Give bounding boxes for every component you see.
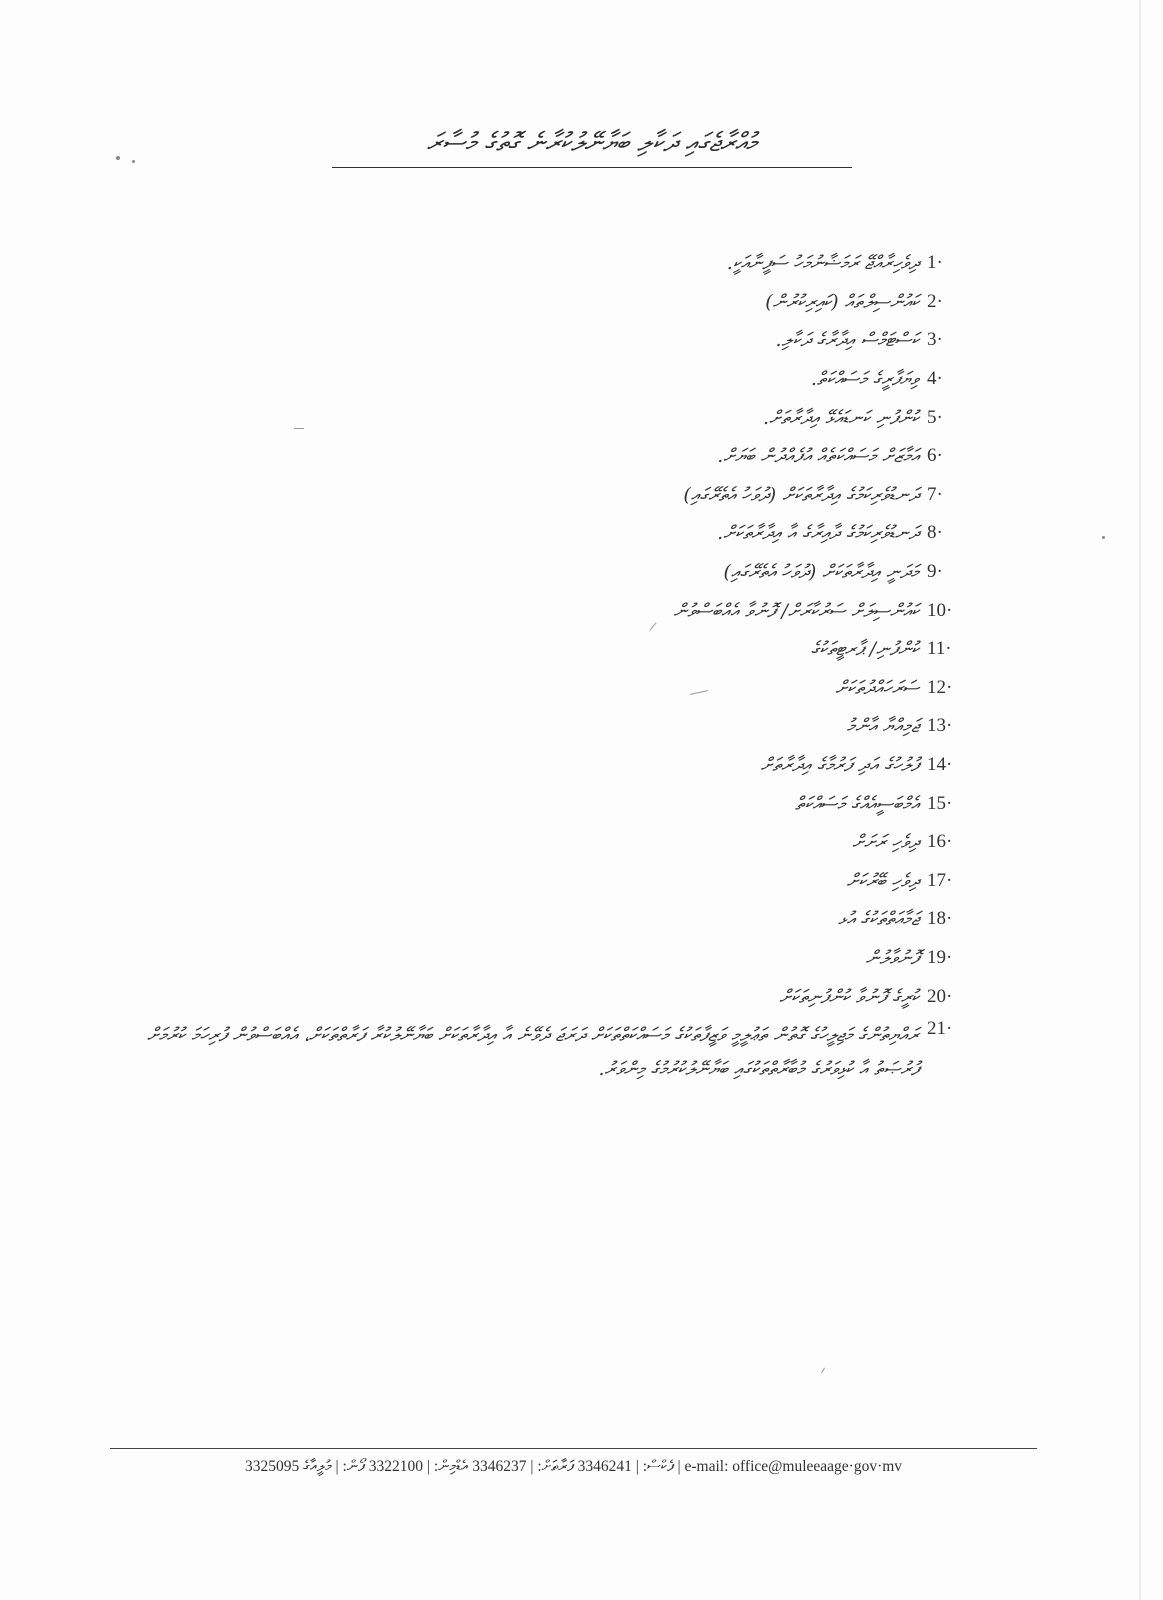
list-item <box>163 900 963 939</box>
footer-separator: | <box>631 1458 639 1475</box>
list-item <box>163 321 963 360</box>
list-item-number: 12· <box>927 676 953 698</box>
scan-speck <box>132 160 135 163</box>
list-item-number: 5· <box>927 406 943 428</box>
list-item-number: 20· <box>927 985 953 1007</box>
list-item <box>113 1018 963 1086</box>
list-item-text: ވިޔަފާރީގެ މަސައްކަތް. <box>810 368 919 391</box>
scan-speck <box>116 156 120 160</box>
list-item-number: 17· <box>927 869 953 891</box>
list-item-number: 6· <box>927 445 943 467</box>
list-item-number: 8· <box>927 522 943 544</box>
list-item-text: މަދަނީ އިދާރާތަކަށް (ދުވަހު އެތެރޭގައި) <box>723 561 919 584</box>
list-item-text: ކުންފުނި ކަނޑައެޅޭ އިދާރާތަށް. <box>762 406 919 429</box>
document-title: މުއްރާޖެގައި ދަކާލި ބަޔާނޭލުކުރާނެ ގޮތުގެ މުސާރަ <box>332 128 852 168</box>
list-item <box>163 360 963 399</box>
footer-divider <box>110 1448 1037 1449</box>
footer-separator: | <box>331 1458 339 1475</box>
page-edge <box>1139 0 1141 1600</box>
phone-c-label: ފޯން: <box>342 1458 365 1475</box>
list-item-number: 2· <box>927 290 943 312</box>
phone-a-number: 3346241 <box>577 1458 632 1475</box>
footer-separator: | <box>422 1458 430 1475</box>
list-item <box>163 784 963 823</box>
numbered-list <box>163 244 963 1016</box>
list-item-number: 16· <box>927 831 953 853</box>
list-item <box>163 977 963 1016</box>
contact-footer <box>110 1458 1037 1476</box>
list-item <box>163 591 963 630</box>
list-item-text: ފޮނުވާލުން <box>865 946 919 969</box>
list-item-text: އަމާޒަށް މަސައްކަތެއް އުފެއްދުން ބަޔަށް. <box>717 445 919 468</box>
phone-a-label: ފަރާތަށް: <box>537 1458 574 1475</box>
list-item-text: ދިވެހި ރަށަށް <box>852 831 919 854</box>
list-item <box>163 437 963 476</box>
list-item-number: 21· <box>927 1018 953 1039</box>
list-item-number: 10· <box>927 599 953 621</box>
list-item-text: ކައުންސިލަށް ސަރުކާރަށް/ ފޮނުވާ އެއްބަސްވުން <box>673 599 919 622</box>
list-item-number: 4· <box>927 368 943 390</box>
list-item-number: 3· <box>927 329 943 351</box>
list-item <box>163 746 963 785</box>
list-item-text: ކަސްޓަމްސް އިދާރާގެ ދަކާލި. <box>775 329 919 352</box>
list-item-text: ދަނޑުވެރިކަމުގެ އިދާރާތަކަށް (ދުވަހު އެތެރޭގައި) <box>683 483 919 506</box>
list-item <box>163 398 963 437</box>
list-item <box>163 939 963 978</box>
list-item-text: ފުލުހުގެ އަދި ފަރުމާގެ އިދާރާތަށް <box>760 754 919 777</box>
scan-speck <box>1102 536 1105 539</box>
list-item <box>163 669 963 708</box>
list-item-text: ކުރީގެ ފޮނުވާ ކުންފުނިތަކަށް <box>779 985 919 1008</box>
list-item-text: އެމްބަސީއެއްގެ މަސައްކަތް <box>794 792 919 815</box>
list-item <box>163 823 963 862</box>
list-item-text: ދިވެހިރާއްޖޭ ރަމަޟާނުމަހު ސަފީނާއަކީ. <box>726 252 919 275</box>
list-item <box>163 630 963 669</box>
list-item-number: 19· <box>927 946 953 968</box>
list-item-text: ކުންފުނި/ ޕާރޓީތަކުގެ <box>810 638 919 661</box>
list-item <box>163 553 963 592</box>
scan-mark <box>821 1368 825 1374</box>
phone-b-label: އެޑްމިން: <box>433 1458 469 1475</box>
list-item-text: ރައްޔިތުންގެ މަޖިލީހުގެ ގޮތުން ތަޢުލީމީ ވަޒީފާތަކުގެ މަސައްކަތްތަކަށް ދަރަޖަ ދެވޭނެ އާ އިދާރާތަކަށް ބަޔާނޭލުކުރާ ފަރާތްތަކަށް، އެއްބަސްވުން ފުރިހަމަ ކުރުމަށް ފުރުޞަތު އާ ކުޅިވަރުގެ މުބާރާތްތަކުގައި ބަޔާނޭލުކުރުމުގެ މިންވަރު. <box>147 1024 919 1080</box>
list-item-number: 11· <box>927 638 952 660</box>
list-item-text: ދަނޑުވެރިކަމުގެ ދާއިރާގެ އާ އިދާރާތަކަށް. <box>717 522 919 545</box>
email-address[interactable]: office@muleeaage·gov·mv <box>732 1458 903 1475</box>
list-item <box>163 476 963 515</box>
phone-c-number: 3322100 <box>368 1458 423 1475</box>
email-label: e-mail: <box>684 1458 729 1475</box>
list-item-text: ދިވެހި ބޭރުކަށް <box>846 869 919 892</box>
list-item-number: 13· <box>927 715 953 737</box>
list-item-number: 9· <box>927 561 943 583</box>
fax-number: 3325095 <box>244 1458 300 1475</box>
list-item-text: ކައުންސިލްތައް (ކައިރިކުރުން) <box>765 290 919 313</box>
address-text: މުލީއާގެ <box>303 1458 332 1475</box>
list-item-number: 15· <box>927 792 953 814</box>
list-item-number: 7· <box>927 483 943 505</box>
footer-separator: | <box>526 1458 534 1475</box>
list-item <box>163 707 963 746</box>
list-item-number: 18· <box>927 908 953 930</box>
list-item <box>163 244 963 283</box>
fax-label: ފެކްސް: <box>642 1458 674 1475</box>
list-item-text: ޖަމިއްޔާ އާންމު <box>846 715 919 738</box>
list-item <box>163 283 963 322</box>
footer-separator: | <box>677 1458 685 1475</box>
phone-b-number: 3346237 <box>472 1458 527 1475</box>
list-item <box>163 862 963 901</box>
list-item-text: ސަރަހައްދުތަކަށް <box>835 676 919 699</box>
list-item-text: ޖަމާއަތްތަކުގެ އުޅ <box>837 908 919 931</box>
list-item-number: 1· <box>927 252 943 274</box>
list-item <box>163 514 963 553</box>
list-item-number: 14· <box>927 754 953 776</box>
